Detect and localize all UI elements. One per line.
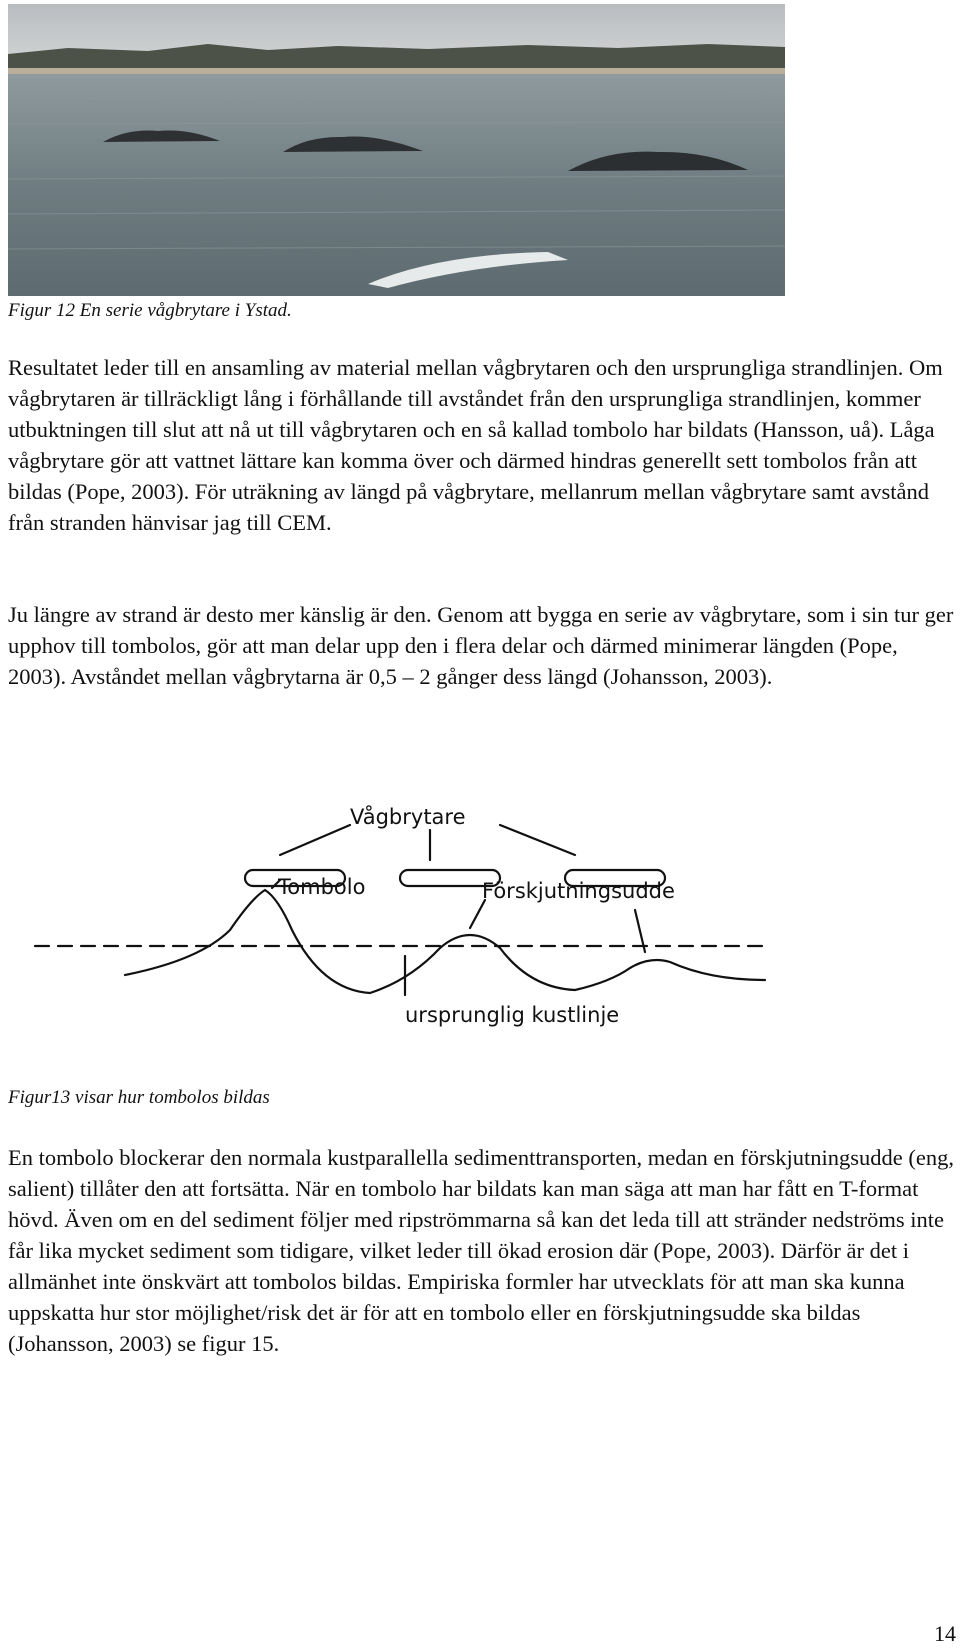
figure12-caption: Figur 12 En serie vågbrytare i Ystad.: [8, 300, 292, 321]
breakwater-photo: [8, 4, 785, 296]
label-original-shoreline: ursprunglig kustlinje: [405, 1003, 620, 1027]
paragraph-1: Resultatet leder till en ansamling av material mellan vågbrytaren och den ursprungliga strandlinjen. Om vågbrytaren är tillräckligt lång i förhållande till avståndet från den ursprungliga strandlinjen, kommer utbuktningen till slut att nå ut till vågbrytaren och en så kallad tombolo har bildats (Hansson, uå). Låga vågbrytare gör att vattnet lättare kan komma över och därmed hindras generellt sett tombolos från att bildas (Pope, 2003). För uträkning av längd på vågbrytare, mellanrum mellan vågbrytare samt avstånd från stranden hänvisar jag till CEM.: [8, 355, 943, 535]
coastline-curve: [125, 890, 765, 993]
paragraph-2: Ju längre av strand är desto mer känslig är den. Genom att bygga en serie av vågbrytare, som i sin tur ger upphov till tombolos, gör att man delar upp den i flera delar och därmed minimerar längden (Pope, 2003). Avståndet mellan vågbrytarna är 0,5 – 2 gånger dess längd (Johansson, 2003).: [8, 602, 954, 689]
figure13-caption: Figur13 visar hur tombolos bildas: [8, 1087, 270, 1108]
label-breakwater: Vågbrytare: [350, 805, 466, 829]
page-number: 14: [934, 1621, 956, 1646]
paragraph-3: En tombolo blockerar den normala kustparallella sedimenttransporten, medan en förskjutningsudde (eng, salient) tillåter den att fortsätta. När en tombolo har bildats kan man säga att man har fått en T-format hövd. Även om en del sediment följer med ripströmmarna så kan det leda till att stränder nedströms inte får lika mycket sediment som tidigare, vilket leder till ökad erosion där (Pope, 2003). Därför är det i allmänhet inte önskvärt att tombolos bildas. Empiriska formler har utvecklats för att man ska kunna uppskatta hur stor möjlighet/risk det är för att en tombolo eller en förskjutningsudde ska bildas (Johansson, 2003) se figur 15.: [8, 1145, 954, 1356]
label-tombolo: Tombolo: [278, 875, 366, 899]
label-salient: Förskjutningsudde: [482, 879, 675, 903]
tombolo-diagram: [30, 800, 810, 1060]
